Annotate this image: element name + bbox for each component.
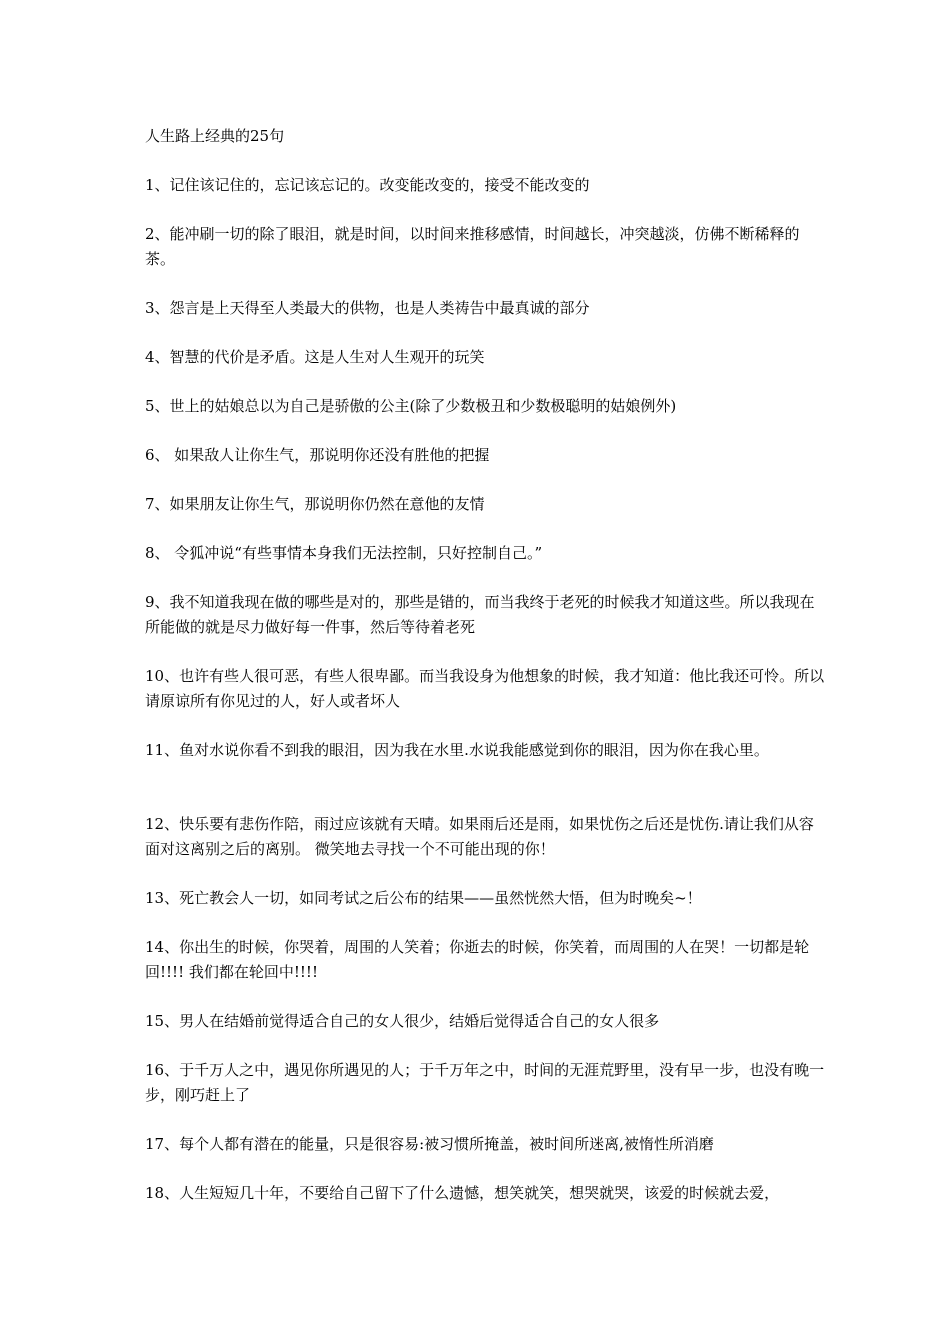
paragraph-13: 13、死亡教会人一切，如同考试之后公布的结果——虽然恍然大悟，但为时晚矣~！ [145,889,702,907]
paragraph-6: 6、 如果敌人让你生气，那说明你还没有胜他的把握 [145,446,490,464]
paragraph-17: 17、每个人都有潜在的能量，只是很容易:被习惯所掩盖，被时间所迷离,被惰性所消磨 [145,1135,714,1153]
paragraph-15: 15、男人在结婚前觉得适合自己的女人很少，结婚后觉得适合自己的女人很多 [145,1012,660,1030]
paragraph-11: 11、鱼对水说你看不到我的眼泪，因为我在水里.水说我能感觉到你的眼泪，因为你在我心里。 [145,741,769,759]
paragraph-14: 14、你出生的时候，你哭着，周围的人笑着；你逝去的时候，你笑着，而周围的人在哭！一切都是轮回!!!! 我们都在轮回中!!!! [145,938,810,981]
paragraph-3: 3、怨言是上天得至人类最大的供物，也是人类祷告中最真诚的部分 [145,299,590,317]
document-body [145,124,825,1230]
paragraph-18: 18、人生短短几十年，不要给自己留下了什么遗憾，想笑就笑，想哭就哭，该爱的时候就去爱， [145,1184,780,1202]
paragraph-4: 4、智慧的代价是矛盾。这是人生对人生观开的玩笑 [145,348,485,366]
paragraph-10: 10、也许有些人很可恶，有些人很卑鄙。而当我设身为他想象的时候，我才知道：他比我还可怜。所以请原谅所有你见过的人，好人或者坏人 [145,667,825,710]
paragraph-1: 1、记住该记住的，忘记该忘记的。改变能改变的，接受不能改变的 [145,176,590,194]
paragraph-9: 9、我不知道我现在做的哪些是对的，那些是错的，而当我终于老死的时候我才知道这些。所以我现在所能做的就是尽力做好每一件事，然后等待着老死 [145,593,815,636]
paragraph-12: 12、快乐要有悲伤作陪，雨过应该就有天晴。如果雨后还是雨，如果忧伤之后还是忧伤.请让我们从容面对这离别之后的离别。 微笑地去寻找一个不可能出现的你！ [145,815,814,858]
paragraph-2: 2、能冲刷一切的除了眼泪，就是时间，以时间来推移感情，时间越长，冲突越淡，仿佛不断稀释的茶。 [145,225,800,268]
paragraph-5: 5、世上的姑娘总以为自己是骄傲的公主(除了少数极丑和少数极聪明的姑娘例外) [145,397,677,415]
paragraph-7: 7、如果朋友让你生气，那说明你仍然在意他的友情 [145,495,485,513]
document-title: 人生路上经典的25句 [145,127,285,145]
paragraph-8: 8、 令狐冲说“有些事情本身我们无法控制，只好控制自己。” [145,544,543,562]
paragraph-16: 16、于千万人之中，遇见你所遇见的人；于千万年之中，时间的无涯荒野里，没有早一步，也没有晚一步，刚巧赶上了 [145,1061,825,1104]
